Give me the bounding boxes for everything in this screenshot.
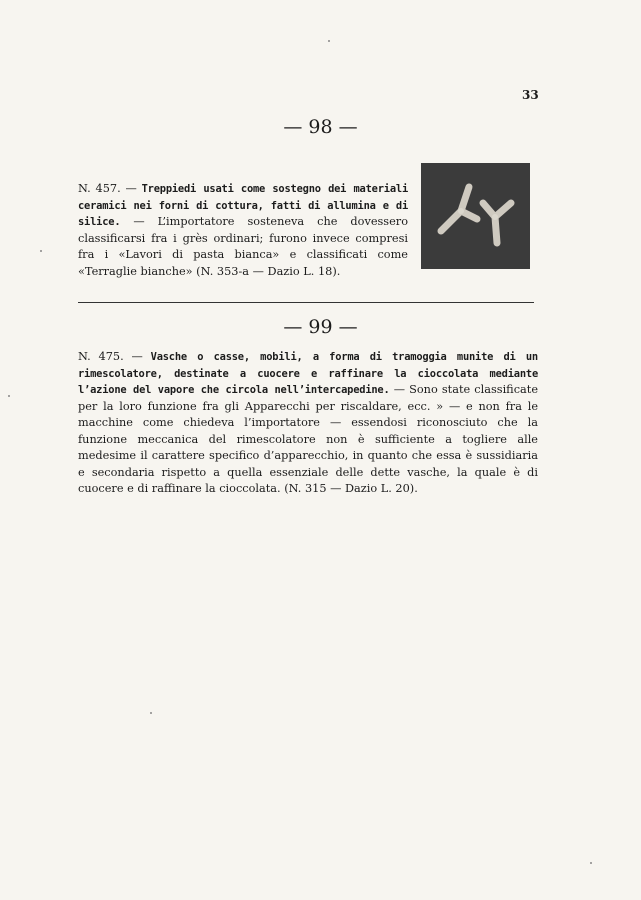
- paper-speck: [150, 712, 152, 714]
- entry-title: Treppiedi usati come sostegno dei materiali ceramici nei forni di cottura, fatti di allumina e di silice.: [78, 183, 408, 228]
- entry-475: [78, 349, 538, 498]
- tripod-icon: [421, 163, 530, 269]
- paper-speck: [40, 250, 42, 252]
- paper-speck: [8, 395, 10, 397]
- page-number: 33: [522, 88, 539, 102]
- entry-number: N. 475.: [78, 350, 124, 363]
- paper-speck: [590, 862, 592, 864]
- section-divider: [78, 302, 534, 303]
- tripod-stilts-photo: [421, 163, 530, 269]
- entry-body: — L’importatore sosteneva che dovessero classificarsi fra i grès ordinari; furono invece compresi fra i «Lavori di pasta bianca» e classificati come «Terraglie bianche» (N. 353-a — Dazio L. 18).: [78, 215, 408, 278]
- entry-number: N. 457.: [78, 182, 121, 195]
- entry-457: [78, 181, 408, 280]
- paper-speck: [328, 40, 330, 42]
- entry-body: — Sono state classificate per la loro funzione fra gli Apparecchi per riscaldare, ecc. » — e non fra le macchine come chiedeva l’importatore — essendosi riconosciuto che la funzione meccanica del rimescolatore non è sufficiente a togliere alle medesime il carattere specifico d’apparecchio, in quanto che essa è sussidiaria e secondaria rispetto a quella essenziale delle dette vasche, la quale è di cuocere e di raffinare la cioccolata. (N. 315 — Dazio L. 20).: [78, 383, 539, 495]
- entry-title: Vasche o casse, mobili, a forma di tramoggia munite di un rimescolatore, destinate a cuocere e raffinare la cioccolata mediante l’azione del vapore che circola nell’intercapedine.: [78, 351, 538, 396]
- entry-dash: —: [120, 182, 142, 195]
- entry-dash: —: [123, 350, 151, 363]
- section-heading-98: — 98 —: [283, 116, 358, 138]
- section-heading-99: — 99 —: [283, 316, 358, 338]
